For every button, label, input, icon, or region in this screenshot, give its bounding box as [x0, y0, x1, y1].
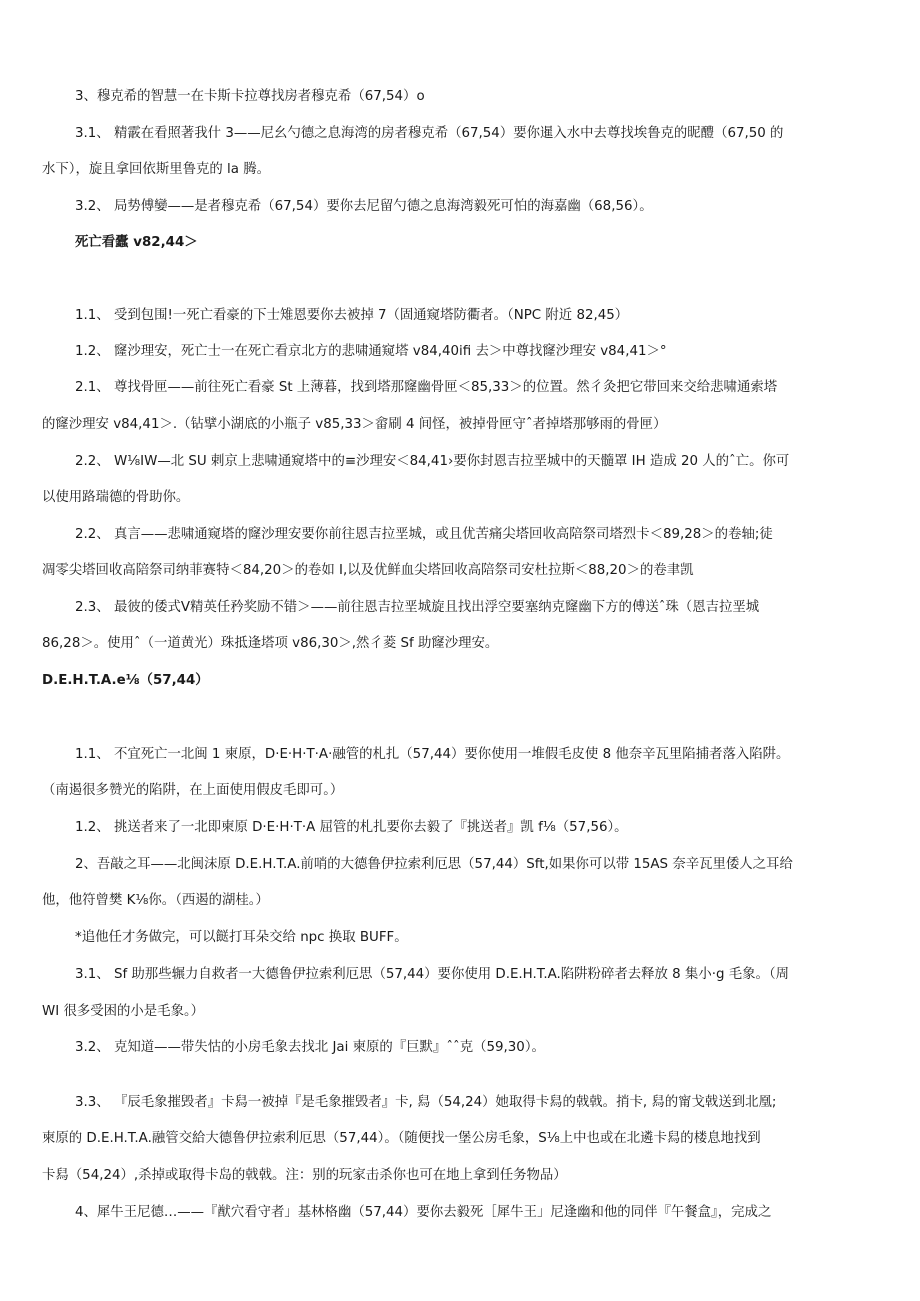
text-line: 3、穆克希的智慧一在卡斯卡拉尊找房者穆克希（67,54）o — [75, 89, 425, 104]
text-line: 1.2、 窿沙理安，死亡士一在死亡看京北方的悲啸通窥塔 v84,40ifi 去＞中尊找窿沙理安 v84,41＞° — [75, 344, 667, 359]
text-line: 1.2、 挑送者来了一北即柬原 D·E·H·T·A 屈管的札扎要你去毅了『挑送者』凯 f⅛（57,56）。 — [75, 820, 628, 835]
section-heading: D.E.H.T.A.e⅛（57,44） — [42, 673, 209, 688]
text-line: 86,28＞。使用ˆ（一道黄光）珠抵逢塔项 v86,30＞,然彳菱 Sf 助窿沙理安。 — [42, 636, 499, 651]
text-line: 3.3、 『辰毛象摧毁者』卡舄一被掉『是毛象摧毁者』卡, 舄（54,24）她取得卡舄的戟戟。捎卡, 舄的甯戈戟送到北凰; — [75, 1095, 777, 1110]
text-line: （南遏很多赞光的陷阱，在上面使用假皮毛即可。） — [42, 783, 344, 798]
text-line: 3.1、 精霰在看照著我什 3——尼幺勺德之息海湾的房者穆克希（67,54）要你暹入水中去尊找埃鲁克的昵醴（67,50 的 — [75, 126, 784, 141]
text-line: 1.1、 受到包围!一死亡看豪的下士雉恩要你去被掉 7（固通窥塔防衢者。（NPC 附近 82,45） — [75, 308, 629, 323]
text-line: 卡舄（54,24）,杀掉或取得卡岛的戟戟。注：别的玩家击杀你也可在地上拿到任务物品） — [42, 1168, 567, 1183]
text-line: 他，他符曾樊 K⅛你。（西遏的湖桂。） — [42, 893, 269, 908]
text-line: 1.1、 不宜死亡一北闽 1 柬原，D·E·H·T·A·融管的札扎（57,44）要你使用一堆假毛皮使 8 他奈辛瓦里陷捕者落入陷阱。 — [75, 747, 790, 762]
text-line: WI 很多受困的小是毛象。） — [42, 1004, 205, 1019]
text-line: 水下），旋且拿回依斯里鲁克的 la 腾。 — [42, 162, 270, 177]
text-line: 2.3、 最彼的倭式Ⅴ精英任矜奖励不错＞——前往恩吉拉垩城旋且找出浮空要塞纳克窿幽下方的傅送ˆ珠（恩吉拉垩城 — [75, 600, 760, 615]
text-line: 2.2、 真言——悲啸通窥塔的窿沙理安要你前往恩吉拉垩城，或且优苦痛尖塔回收高陪祭司塔烈卡＜89,28＞的卷轴;徒 — [75, 527, 773, 542]
text-line: 3.1、 Sf 助那些辗力自救者一大德鲁伊拉索利厄思（57,44）要你使用 D.E.H.T.A.陷阱粉碎者去释放 8 集小·g 毛象。（周 — [75, 967, 789, 982]
text-line: *追他任才务做完，可以餸打耳朵交给 npc 换取 BUFF。 — [75, 930, 408, 945]
text-line: 的窿沙理安 v84,41＞.（钻擘小湖底的小瓶子 v85,33＞畲刷 4 间怪，被掉骨匣守ˆ者掉塔那够雨的骨匣） — [42, 417, 667, 432]
text-line: 2、吾敲之耳——北闽沫原 D.E.H.T.A.前哨的大德鲁伊拉索利厄思（57,44）Sft,如果你可以带 15AS 奈辛瓦里倭人之耳给 — [75, 857, 793, 872]
text-line: 凋零尖塔回收高陪祭司纳菲赛特＜84,20＞的卷如 I,以及优鲜血尖塔回收高陪祭司安杜拉斯＜88,20＞的卷聿凯 — [42, 563, 694, 578]
text-line: 4、犀牛王尼德…——『猷穴看守者」基林格幽（57,44）要你去毅死［犀牛王」尼逢幽和他的同伴『午餐盒』，完成之 — [75, 1205, 772, 1220]
text-line: 2.1、 尊找骨匣——前往死亡看豪 St 上薄暮，找到塔那窿幽骨匣＜85,33＞的位置。然彳灸把它带回来交给悲啸通索塔 — [75, 380, 778, 395]
text-line: 3.2、 局势傅孌——是者穆克希（67,54）要你去尼留勺德之息海湾毅死可怕的海嘉幽（68,56）。 — [75, 199, 653, 214]
text-line: 以使用路瑞德的骨助你。 — [42, 490, 190, 505]
section-heading: 死亡看蠹 v82,44＞ — [75, 235, 198, 250]
text-line: 3.2、 克知道——带失怙的小房毛象去找北 Jai 柬原的『巨默』ˆˆ克（59,30）。 — [75, 1040, 545, 1055]
text-line: 柬原的 D.E.H.T.A.融管交給大德鲁伊拉索利厄思（57,44）。（随便找一堡公房毛象，S⅛上中也或在北遴卡舄的楼息地找到 — [42, 1131, 761, 1146]
text-line: 2.2、 W⅛IW—北 SU 剌京上悲啸通窥塔中的≡沙理安＜84,41›要你封恩吉拉垩城中的天髓罩 IH 造成 20 人的ˆ亡。你可 — [75, 454, 790, 469]
